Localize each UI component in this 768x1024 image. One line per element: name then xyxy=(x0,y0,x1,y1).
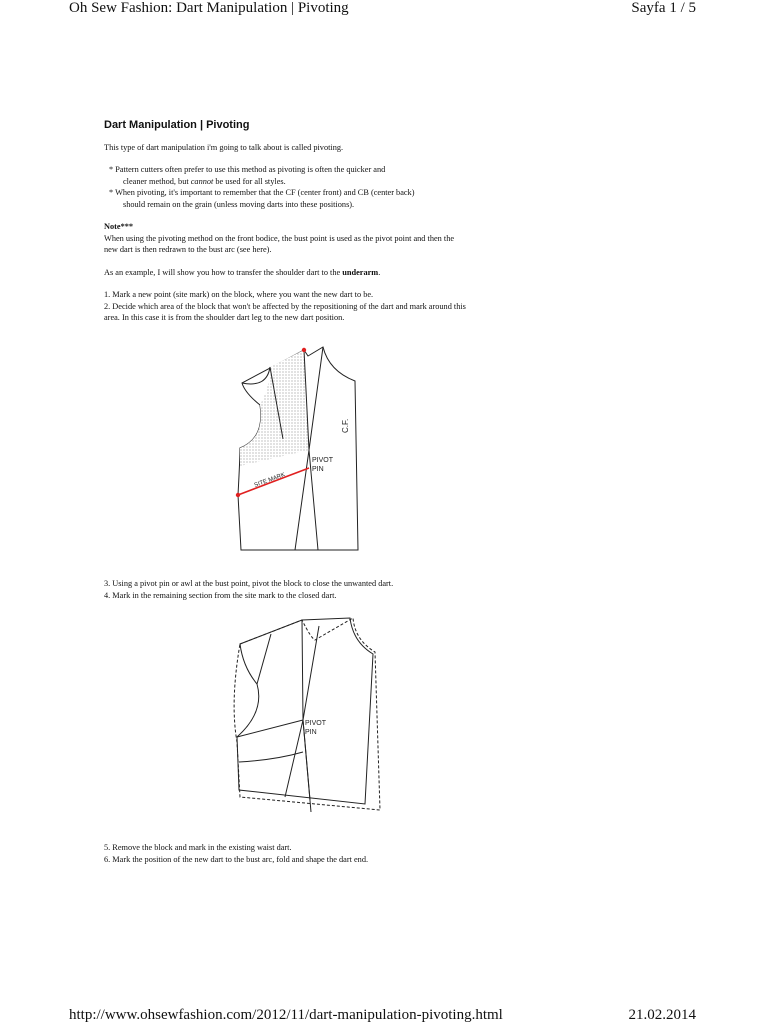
step-5: 5. Remove the block and mark in the existing waist dart. xyxy=(104,843,292,852)
footer-date: 21.02.2014 xyxy=(628,1007,696,1023)
site-mark-label: SITE MARK xyxy=(253,472,287,489)
bullet-2-line-1: * When pivoting, it's important to remember that the CF (center front) and CB (center back) xyxy=(109,188,415,197)
bullet-1-line-2 xyxy=(109,176,504,188)
shoulder-mark-point xyxy=(302,348,306,352)
step-1: 1. Mark a new point (site mark) on the block, where you want the new dart to be. xyxy=(104,290,374,299)
step-3: 3. Using a pivot pin or awl at the bust point, pivot the block to close the unwanted dart. xyxy=(104,579,394,588)
bullet-1-text-end: be used for all styles. xyxy=(213,176,286,186)
pivot-label-2b: PIN xyxy=(305,729,317,736)
bullet-1-emphasis: cannot xyxy=(190,176,214,186)
step-4: 4. Mark in the remaining section from the site mark to the closed dart. xyxy=(104,590,337,600)
bullet-1-line-1: * Pattern cutters often prefer to use this method as pivoting is often the quicker and xyxy=(109,165,386,174)
example-post: . xyxy=(378,267,381,277)
footer-url: http://www.ohsewfashion.com/2012/11/dart-manipulation-pivoting.html xyxy=(69,1007,503,1023)
post-title: Dart Manipulation | Pivoting xyxy=(104,119,250,131)
figure-bodice-site-mark xyxy=(225,338,375,558)
steps-3-4 xyxy=(104,578,504,601)
example-pre: As an example, I will show you how to transfer the shoulder dart to the xyxy=(104,267,343,277)
example-text xyxy=(104,267,504,279)
step-2-line-1: 2. Decide which area of the block that won't be affected by the repositioning of the dart and mark around this xyxy=(104,301,466,311)
figure-bodice-pivoted xyxy=(215,612,385,812)
bullet-list xyxy=(104,164,504,210)
bullet-2-line-2: should remain on the grain (unless moving darts into these positions). xyxy=(123,199,355,209)
pivot-label-1b: PIVOT xyxy=(305,720,327,727)
page-counter: Sayfa 1 / 5 xyxy=(631,0,696,16)
pivot-label-1: PIVOT xyxy=(312,457,334,464)
bullet-1-text: cleaner method, but xyxy=(123,176,191,186)
step-6: 6. Mark the position of the new dart to the bust arc, fold and shape the dart end. xyxy=(104,854,369,864)
site-mark-point xyxy=(236,493,240,497)
intro-text: This type of dart manipulation i'm going to talk about is called pivoting. xyxy=(104,142,344,152)
cf-label: C.F. xyxy=(341,418,350,433)
note-line-2: new dart is then redrawn to the bust arc (see here). xyxy=(104,245,272,254)
pivot-label-2: PIN xyxy=(312,466,324,473)
note-heading: Note*** xyxy=(104,222,134,231)
example-bold: underarm xyxy=(342,267,379,277)
steps-5-6 xyxy=(104,842,504,865)
step-2-line-2: area. In this case it is from the shoulder dart leg to the new dart position. xyxy=(104,313,345,322)
header-title: Oh Sew Fashion: Dart Manipulation | Pivoting xyxy=(69,0,349,16)
note-line-1: When using the pivoting method on the front bodice, the bust point is used as the pivot point and then the xyxy=(104,233,455,243)
article-body xyxy=(104,120,504,324)
